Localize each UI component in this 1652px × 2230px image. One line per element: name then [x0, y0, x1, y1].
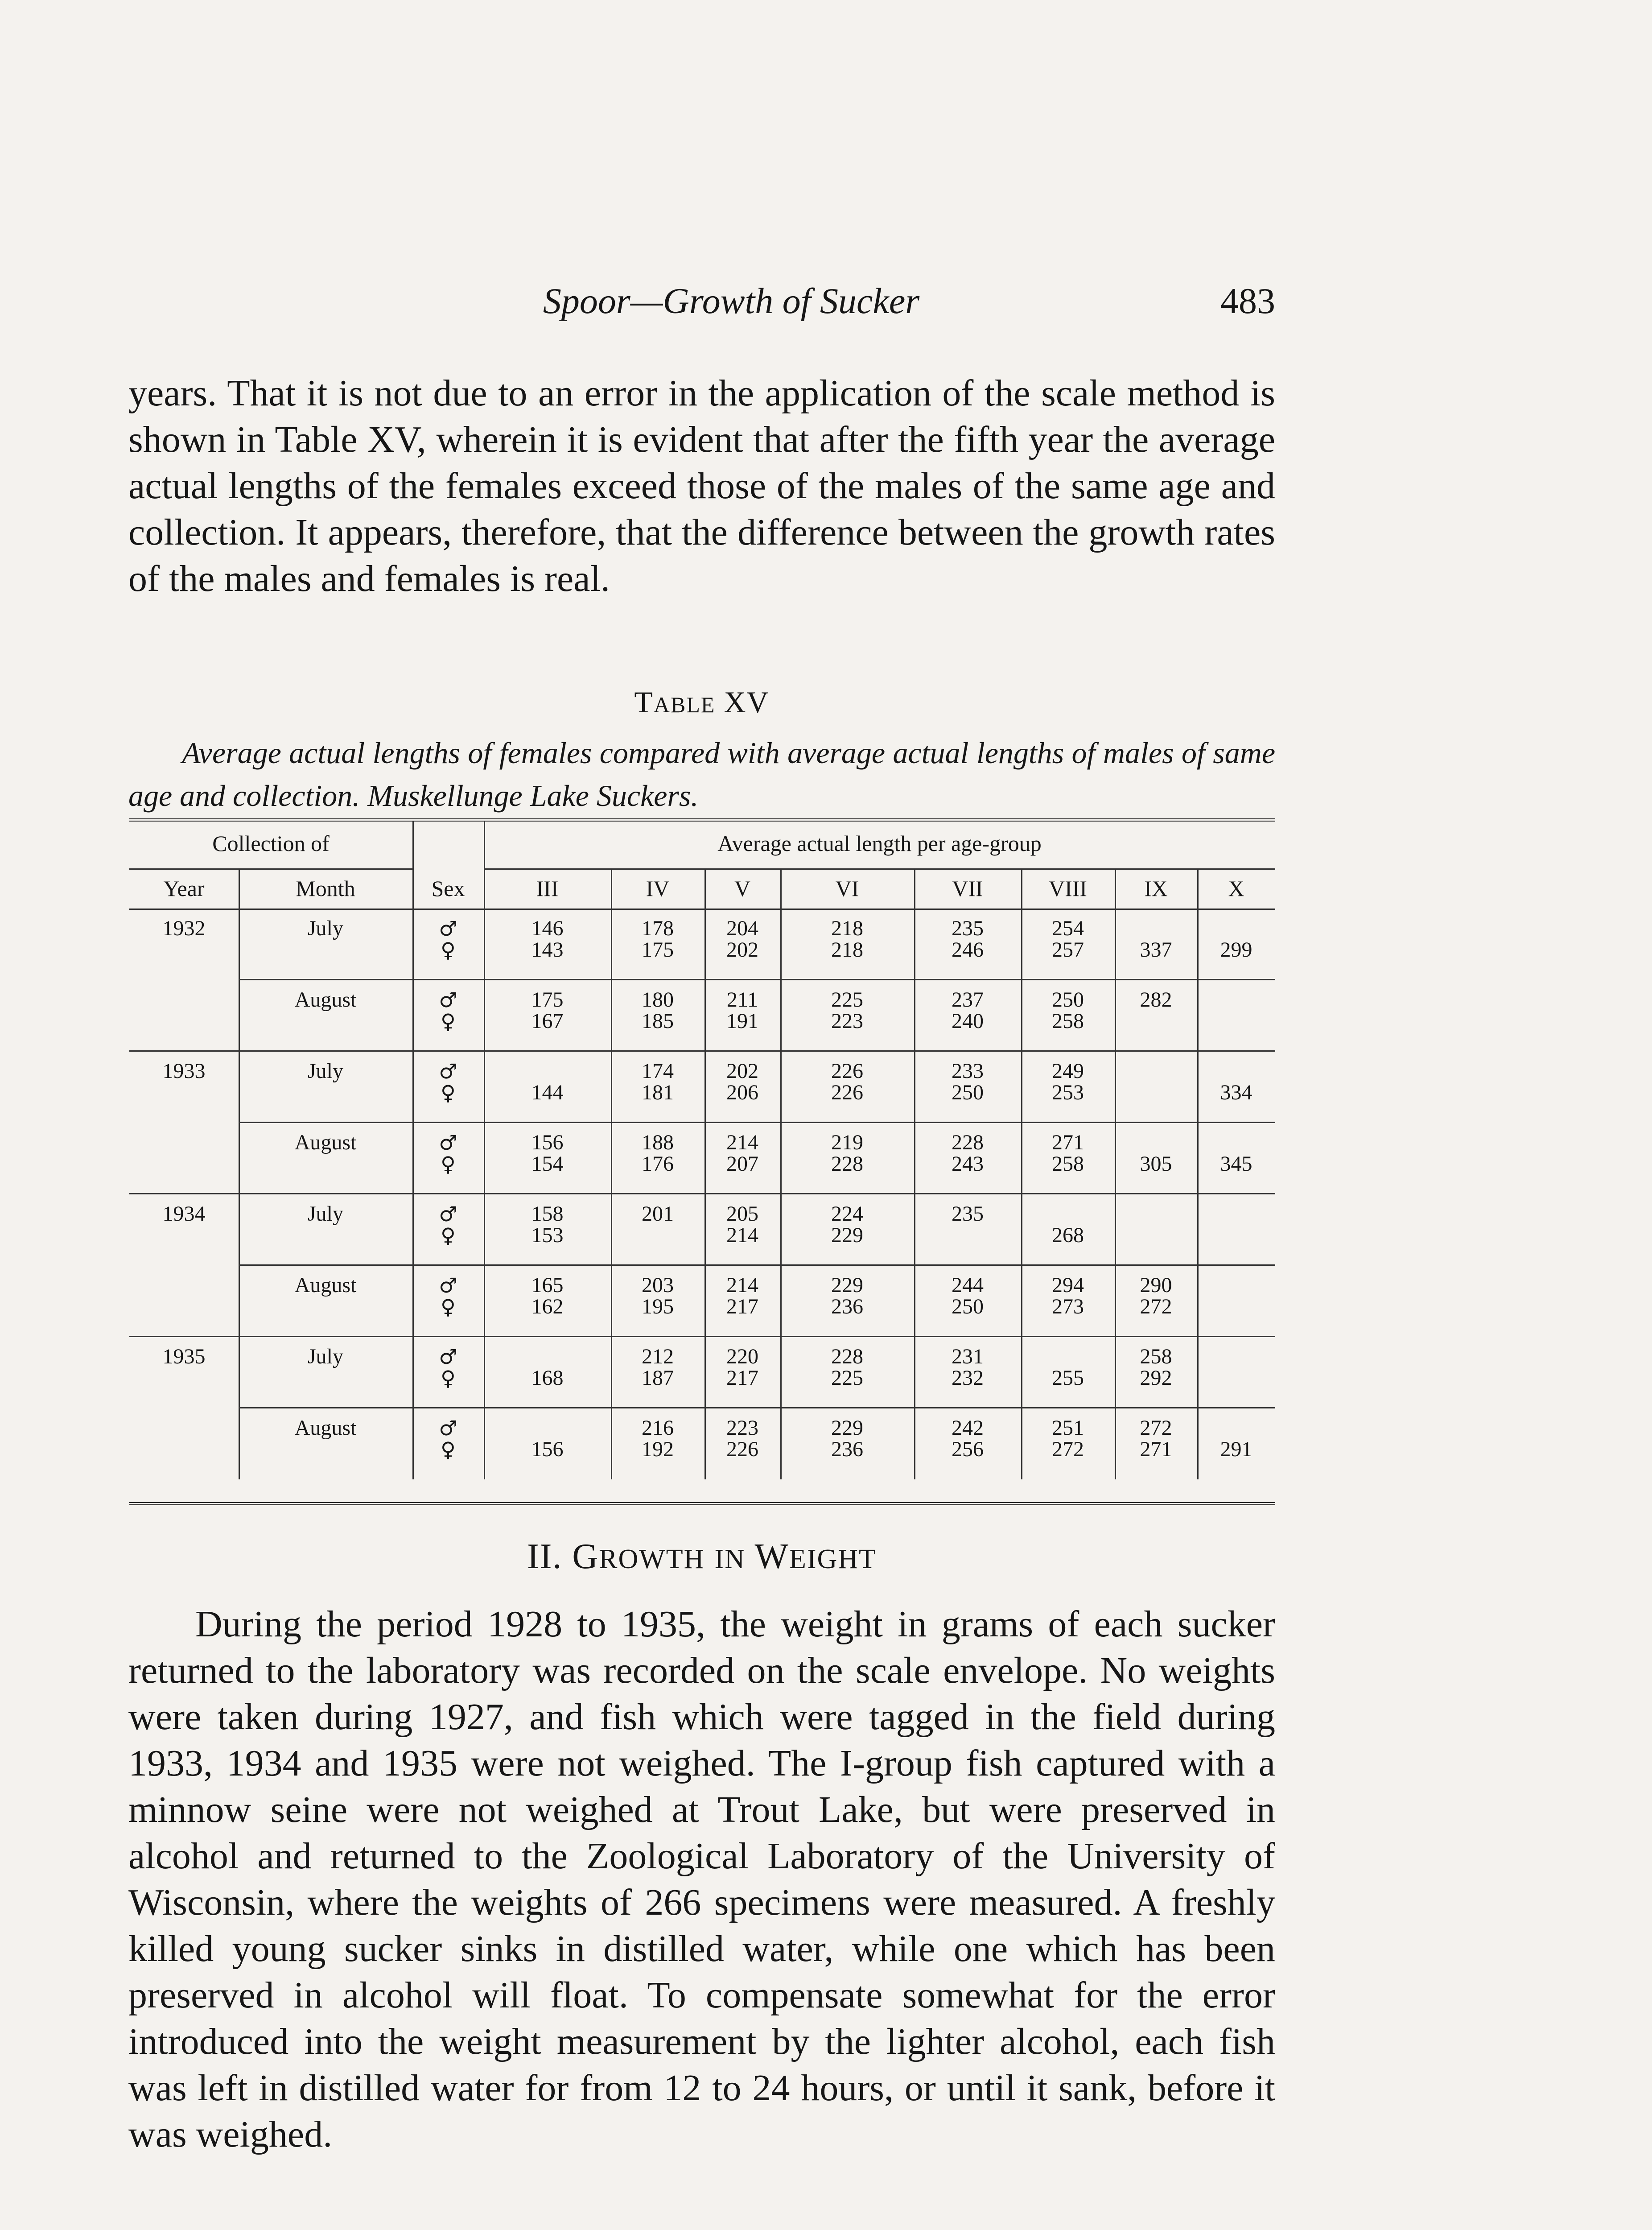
cell-male-vii: 244: [952, 1273, 984, 1297]
cell-male-v: 214: [726, 1131, 758, 1154]
table-rule: [239, 868, 240, 1479]
cell-male-iv: 203: [642, 1273, 674, 1297]
cell-male-ix: 272: [1140, 1416, 1172, 1440]
cell-female-viii: 258: [1052, 1152, 1084, 1176]
section-word-weight-rest: EIGHT: [789, 1544, 877, 1574]
page-number: 483: [1220, 281, 1275, 321]
cell-male-vii: 242: [952, 1416, 984, 1440]
cell-male-iii: 175: [531, 988, 564, 1012]
cell-female-ix: 337: [1140, 938, 1172, 962]
cell-male-v: 220: [726, 1345, 758, 1368]
table-rule: [129, 1193, 1275, 1194]
cell-female-x: 299: [1220, 938, 1252, 962]
cell-male-viii: 251: [1052, 1416, 1084, 1440]
cell-male-viii: 250: [1052, 988, 1084, 1012]
cell-female-iii: 144: [531, 1081, 564, 1104]
cell-male-iii: 158: [531, 1202, 564, 1226]
cell-female-vi: 228: [831, 1152, 863, 1176]
cell-month: July: [307, 1202, 343, 1226]
cell-male-v: 211: [726, 988, 758, 1012]
cell-female-viii: 255: [1052, 1366, 1084, 1390]
cell-female-viii: 273: [1052, 1295, 1084, 1318]
male-symbol-icon: ♂: [439, 1273, 457, 1297]
male-symbol-icon: ♂: [439, 1131, 457, 1155]
header-age-iv: IV: [646, 876, 670, 901]
female-symbol-icon: ♀: [441, 1366, 456, 1390]
cell-female-iii: 168: [531, 1366, 564, 1390]
cell-male-iii: 165: [531, 1273, 564, 1297]
header-average-length: Average actual length per age-group: [717, 831, 1042, 856]
cell-female-ix: 272: [1140, 1295, 1172, 1318]
table-rule: [484, 868, 1275, 870]
cell-female-viii: 253: [1052, 1081, 1084, 1104]
cell-male-iv: 216: [642, 1416, 674, 1440]
cell-female-v: 217: [726, 1295, 758, 1318]
table-caption: Average actual lengths of females compared with average actual lengths of males of same age and collection. Muskellunge Lake Suckers.: [128, 736, 1275, 813]
header-age-viii: VIII: [1048, 876, 1088, 901]
cell-female-iv: 195: [642, 1295, 674, 1318]
cell-male-vi: 229: [831, 1273, 863, 1297]
cell-female-iii: 143: [531, 938, 564, 962]
cell-male-v: 223: [726, 1416, 758, 1440]
header-age-iii: III: [536, 876, 559, 901]
table-rule: [239, 1264, 1275, 1266]
female-symbol-icon: ♀: [441, 1081, 456, 1105]
cell-male-iv: 178: [642, 917, 674, 940]
header-year: Year: [163, 876, 205, 901]
cell-female-ix: 292: [1140, 1366, 1172, 1390]
cell-female-v: 207: [726, 1152, 758, 1176]
female-symbol-icon: ♀: [441, 1223, 456, 1247]
cell-month: July: [307, 1345, 343, 1368]
cell-male-vii: 228: [952, 1131, 984, 1154]
cell-female-x: 345: [1220, 1152, 1252, 1176]
female-symbol-icon: ♀: [441, 1152, 456, 1176]
cell-female-vi: 236: [831, 1295, 863, 1318]
table-rule: [239, 979, 1275, 980]
cell-female-ix: 271: [1140, 1437, 1172, 1461]
cell-female-iii: 153: [531, 1223, 564, 1247]
cell-male-iii: 146: [531, 917, 564, 940]
running-head: Spoor—Growth of Sucker: [543, 281, 920, 321]
cell-female-iii: 156: [531, 1437, 564, 1461]
cell-year: 1935: [162, 1345, 206, 1368]
cell-female-iii: 154: [531, 1152, 564, 1176]
section-word-weight-initial: W: [754, 1537, 789, 1576]
cell-male-v: 202: [726, 1059, 758, 1083]
header-collection-of: Collection of: [212, 831, 330, 856]
cell-male-viii: 294: [1052, 1273, 1084, 1297]
cell-female-vii: 250: [952, 1081, 984, 1104]
header-age-vii: VII: [952, 876, 983, 901]
cell-female-vi: 236: [831, 1437, 863, 1461]
cell-female-vi: 223: [831, 1009, 863, 1033]
cell-month: July: [307, 1059, 343, 1083]
cell-female-vii: 240: [952, 1009, 984, 1033]
table-label-first: T: [634, 685, 654, 719]
cell-male-iv: 201: [642, 1202, 674, 1226]
female-symbol-icon: ♀: [441, 1009, 456, 1033]
cell-female-viii: 272: [1052, 1437, 1084, 1461]
cell-male-vi: 218: [831, 917, 863, 940]
cell-female-iv: 185: [642, 1009, 674, 1033]
cell-year: 1933: [162, 1059, 206, 1083]
table-rule: [239, 1407, 1275, 1408]
cell-female-vii: 256: [952, 1437, 984, 1461]
cell-female-vii: 250: [952, 1295, 984, 1318]
cell-female-x: 291: [1220, 1437, 1252, 1461]
cell-month: July: [307, 917, 343, 940]
header-month: Month: [296, 876, 355, 901]
cell-male-viii: 254: [1052, 917, 1084, 940]
cell-female-v: 226: [726, 1437, 758, 1461]
cell-year: 1934: [162, 1202, 206, 1226]
cell-male-iv: 174: [642, 1059, 674, 1083]
cell-male-iv: 212: [642, 1345, 674, 1368]
table-title: [128, 685, 1275, 720]
cell-male-vii: 235: [952, 1202, 984, 1226]
cell-female-v: 206: [726, 1081, 758, 1104]
cell-male-vi: 228: [831, 1345, 863, 1368]
cell-male-ix: 282: [1140, 988, 1172, 1012]
cell-female-v: 191: [726, 1009, 758, 1033]
table-rule: [239, 1122, 1275, 1123]
cell-female-v: 217: [726, 1366, 758, 1390]
cell-female-x: 334: [1220, 1081, 1252, 1104]
cell-female-iv: 176: [642, 1152, 674, 1176]
cell-male-v: 204: [726, 917, 758, 940]
cell-female-iv: 187: [642, 1366, 674, 1390]
cell-male-ix: 290: [1140, 1273, 1172, 1297]
cell-male-vi: 225: [831, 988, 863, 1012]
cell-female-iv: 192: [642, 1437, 674, 1461]
cell-year: 1932: [162, 917, 206, 940]
header-age-v: V: [734, 876, 751, 901]
cell-female-iv: 175: [642, 938, 674, 962]
cell-male-viii: 271: [1052, 1131, 1084, 1154]
paragraph-bottom: During the period 1928 to 1935, the weight in grams of each sucker returned to the laboratory was recorded on the scale envelope. No weights were taken during 1927, and fish which were tagged in the field during 1933, 1934 and 1935 were not weighed. The I-group fish captured with a minnow seine were not weighed at Trout Lake, but were preserved in alcohol and returned to the Zoological Laboratory of the University of Wisconsin, where the weights of 266 specimens were measured. A freshly killed young sucker sinks in distilled water, while one which has been preserved in alcohol will float. To compensate somewhat for the error introduced into the weight measurement by the lighter alcohol, each fish was left in distilled water for from 12 to 24 hours, or until it sank, before it was weighed.: [128, 1603, 1275, 2155]
header-age-vi: VI: [835, 876, 859, 901]
cell-month: August: [294, 1131, 357, 1154]
male-symbol-icon: ♂: [439, 917, 457, 941]
cell-female-viii: 257: [1052, 938, 1084, 962]
cell-month: August: [294, 1416, 357, 1440]
cell-male-vi: 219: [831, 1131, 863, 1154]
cell-male-iv: 180: [642, 988, 674, 1012]
cell-male-v: 214: [726, 1273, 758, 1297]
cell-male-vi: 229: [831, 1416, 863, 1440]
cell-male-vi: 224: [831, 1202, 863, 1226]
data-table: [129, 818, 1275, 1505]
cell-female-vii: 246: [952, 938, 984, 962]
paragraph-top: years. That it is not due to an error in the application of the scale method is shown in Table XV, wherein it is evident that after the fifth year the average actual lengths of the females exceed those of the males of the same age and collection. It appears, therefore, that the difference between the growth rates of the males and females is real.: [128, 372, 1275, 599]
female-symbol-icon: ♀: [441, 938, 456, 962]
female-symbol-icon: ♀: [441, 1437, 456, 1462]
header-sex: Sex: [431, 876, 465, 901]
male-symbol-icon: ♂: [439, 1202, 457, 1226]
table-label-number: XV: [724, 685, 770, 719]
cell-male-vi: 226: [831, 1059, 863, 1083]
male-symbol-icon: ♂: [439, 1345, 457, 1369]
header-age-x: X: [1228, 876, 1244, 901]
cell-female-vii: 243: [952, 1152, 984, 1176]
cell-male-vii: 231: [952, 1345, 984, 1368]
cell-female-ix: 305: [1140, 1152, 1172, 1176]
header-age-ix: IX: [1144, 876, 1168, 901]
cell-male-iii: 156: [531, 1131, 564, 1154]
cell-male-vii: 237: [952, 988, 984, 1012]
cell-male-ix: 258: [1140, 1345, 1172, 1368]
cell-female-vi: 226: [831, 1081, 863, 1104]
cell-female-vi: 229: [831, 1223, 863, 1247]
table-label-rest: ABLE: [653, 692, 716, 717]
cell-female-viii: 258: [1052, 1009, 1084, 1033]
table-rule: [129, 909, 1275, 910]
table-rule: [129, 1336, 1275, 1337]
male-symbol-icon: ♂: [439, 1416, 457, 1440]
cell-female-vi: 225: [831, 1366, 863, 1390]
cell-male-v: 205: [726, 1202, 758, 1226]
cell-month: August: [294, 988, 357, 1012]
cell-female-iii: 162: [531, 1295, 564, 1318]
section-word-growth-initial: G: [572, 1537, 599, 1576]
cell-female-viii: 268: [1052, 1223, 1084, 1247]
cell-female-vii: 232: [952, 1366, 984, 1390]
section-word-in: IN: [714, 1544, 746, 1574]
cell-male-vii: 233: [952, 1059, 984, 1083]
table-rule: [129, 868, 412, 870]
cell-female-iii: 167: [531, 1009, 564, 1033]
male-symbol-icon: ♂: [439, 988, 457, 1012]
table-rule: [129, 1050, 1275, 1052]
section-numeral: II.: [527, 1537, 563, 1576]
cell-female-v: 214: [726, 1223, 758, 1247]
cell-male-vii: 235: [952, 917, 984, 940]
cell-female-vi: 218: [831, 938, 863, 962]
section-heading: [128, 1536, 1275, 1577]
section-word-growth-rest: ROWTH: [599, 1544, 705, 1574]
female-symbol-icon: ♀: [441, 1295, 456, 1319]
cell-male-viii: 249: [1052, 1059, 1084, 1083]
cell-female-iv: 181: [642, 1081, 674, 1104]
male-symbol-icon: ♂: [439, 1059, 457, 1083]
cell-male-iv: 188: [642, 1131, 674, 1154]
cell-female-v: 202: [726, 938, 758, 962]
cell-month: August: [294, 1273, 357, 1297]
